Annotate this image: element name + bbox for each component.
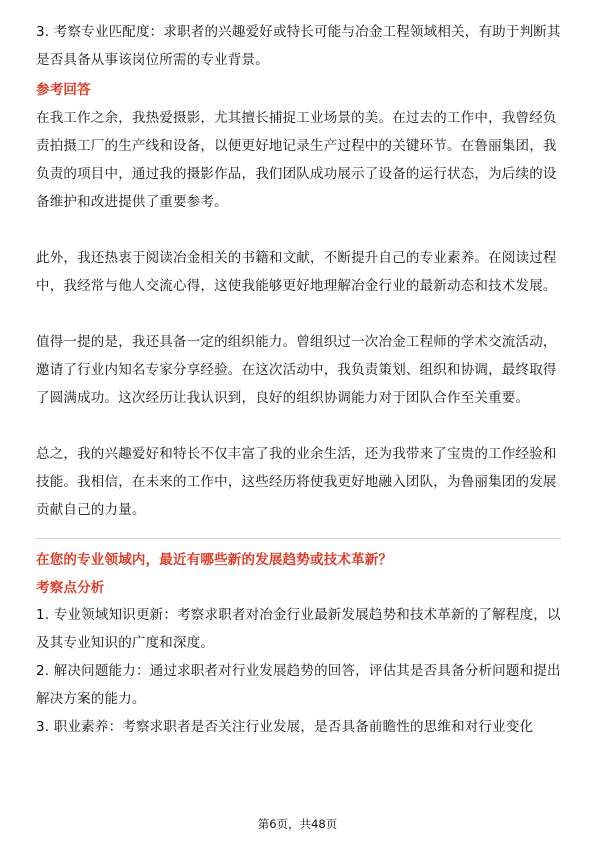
- answer-heading: 参考回答: [36, 82, 91, 98]
- analysis-item: 2. 解决问题能力：通过求职者对行业发展趋势的回答，评估其是否具备分析问题和提出解决方案的能力。: [36, 663, 561, 707]
- answer-paragraph: 此外，我还热衷于阅读冶金相关的书籍和文献，不断提升自己的专业素养。在阅读过程中，我经常与他人交流心得，这使我能够更好地理解冶金行业的最新动态和技术发展。: [36, 250, 557, 294]
- analysis-item: 3. 职业素养：考察求职者是否关注行业发展，是否具备前瞻性的思维和对行业变化: [36, 719, 534, 735]
- analysis-item: 1. 专业领域知识更新：考察求职者对冶金行业最新发展趋势和技术革新的了解程度，以及其专业知识的广度和深度。: [36, 607, 561, 651]
- answer-paragraph: 值得一提的是，我还具备一定的组织能力。曾组织过一次冶金工程师的学术交流活动，邀请了行业内知名专家分享经验。在这次活动中，我负责策划、组织和协调，最终取得了圆满成功。这次经历让我认识到，良好的组织协调能力对于团队合作至关重要。: [36, 334, 557, 406]
- intro-item-3: 3. 考察专业匹配度：求职者的兴趣爱好或特长可能与冶金工程领域相关，有助于判断其是否具备从事该岗位所需的专业背景。: [36, 24, 561, 68]
- answer-paragraph: 在我工作之余，我热爱摄影，尤其擅长捕捉工业场景的美。在过去的工作中，我曾经负责拍摄工厂的生产线和设备，以便更好地记录生产过程中的关键环节。在鲁丽集团，我负责的项目中，通过我的摄影作品，我们团队成功展示了设备的运行状态，为后续的设备维护和改进提供了重要参考。: [36, 110, 557, 210]
- question-title: 在您的专业领域内，最近有哪些新的发展趋势或技术革新？: [36, 552, 393, 568]
- answer-paragraph: 总之，我的兴趣爱好和特长不仅丰富了我的业余生活，还为我带来了宝贵的工作经验和技能。我相信，在未来的工作中，这些经历将使我更好地融入团队，为鲁丽集团的发展贡献自己的力量。: [36, 446, 557, 518]
- section-divider: [36, 538, 561, 539]
- page-footer: 第6页，共48页: [257, 817, 338, 831]
- analysis-heading: 考察点分析: [36, 580, 105, 596]
- page-content: [36, 18, 561, 741]
